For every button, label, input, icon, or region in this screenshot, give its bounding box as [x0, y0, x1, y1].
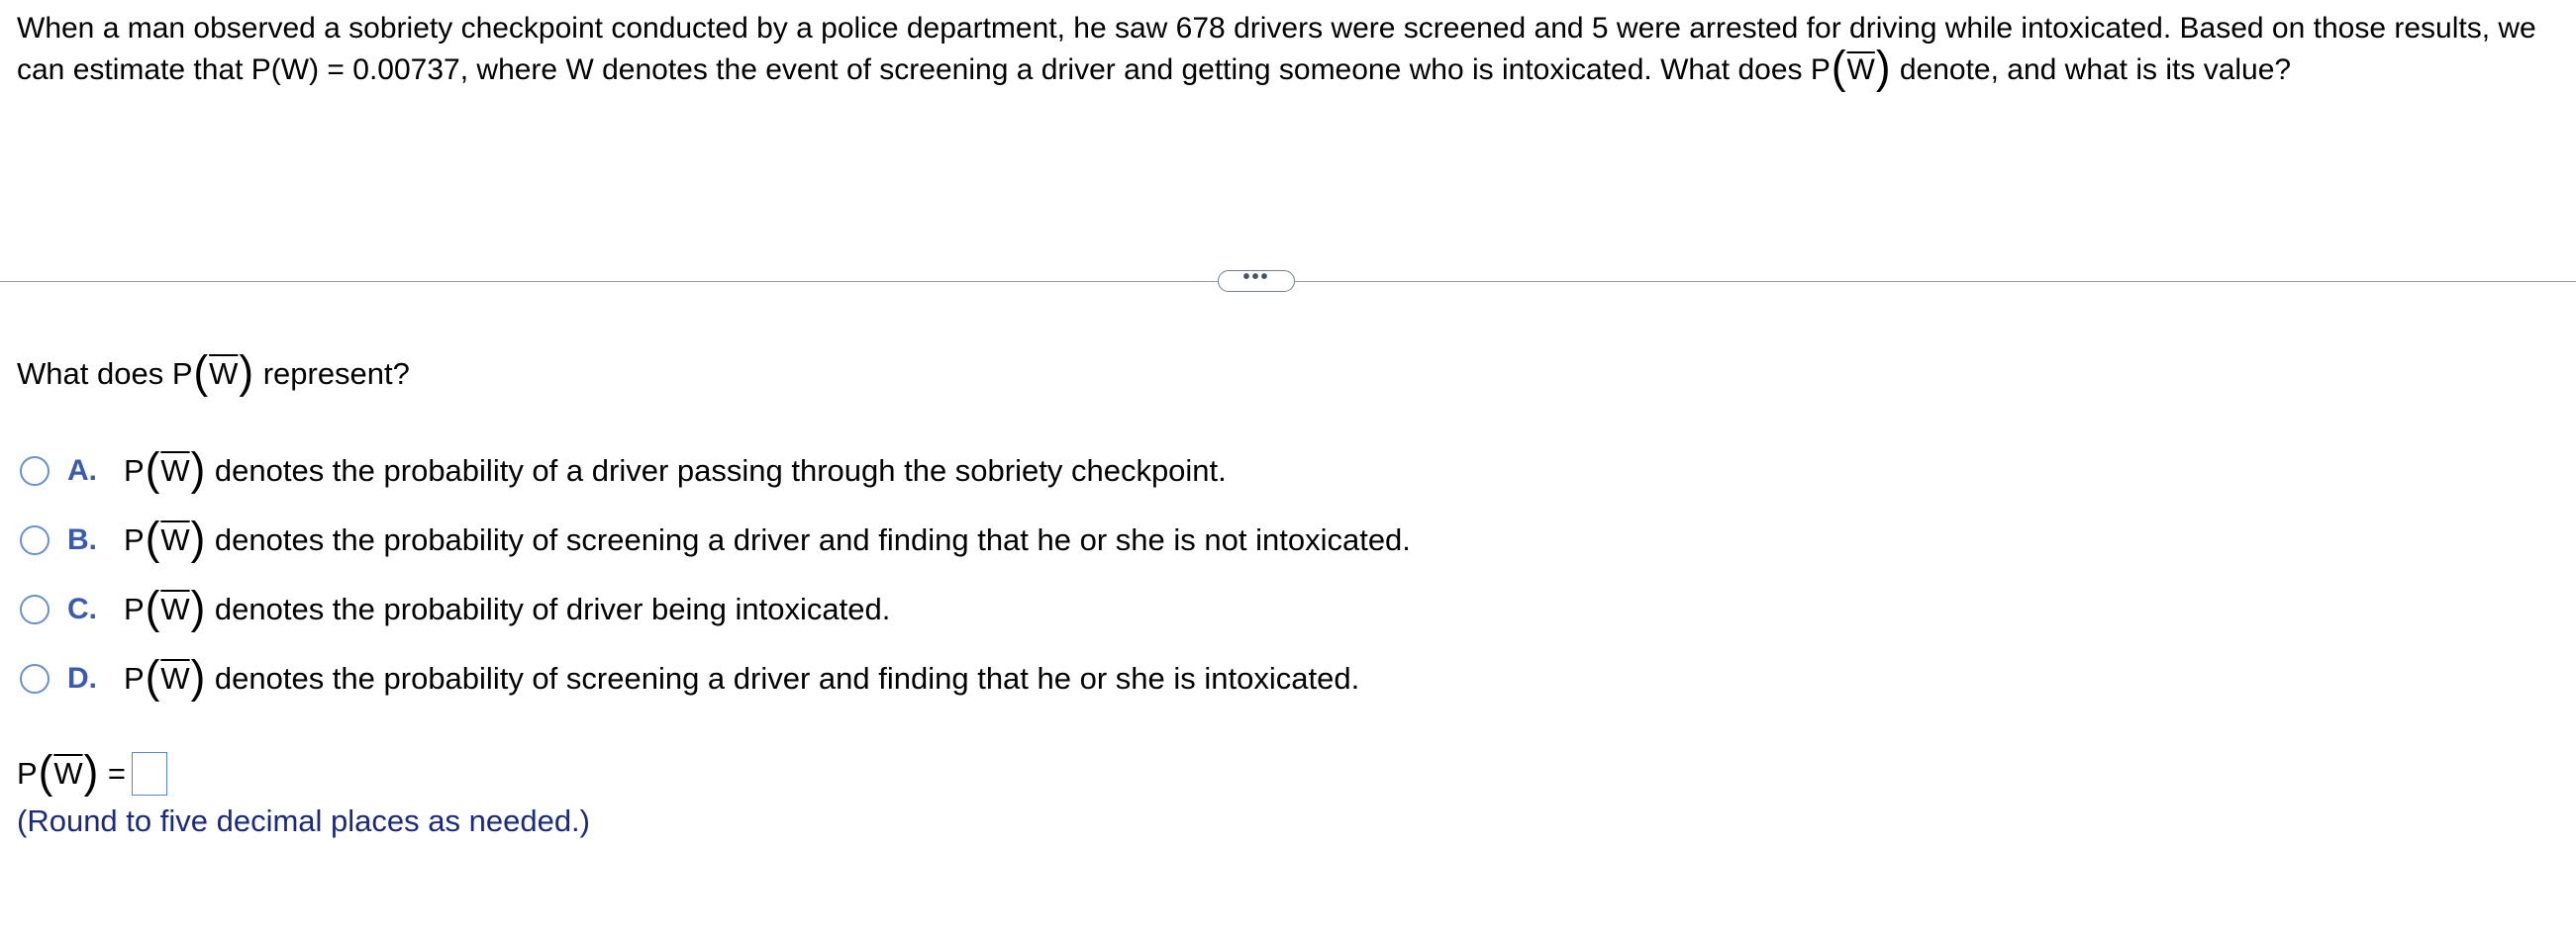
paren-left-icon: ( — [145, 513, 160, 565]
expand-ellipsis-button[interactable]: ••• — [1218, 270, 1295, 292]
paren-right-icon: ) — [190, 513, 206, 565]
question-text — [17, 8, 2566, 94]
option-text-b — [124, 513, 1411, 565]
radio-c[interactable] — [20, 595, 50, 624]
option-d[interactable] — [20, 651, 1564, 704]
paren-left-icon: ( — [38, 746, 53, 799]
option-text-a — [124, 443, 1227, 496]
option-b-p: P — [124, 522, 145, 557]
option-c-w-bar: $\overline{W}$ — [160, 592, 190, 626]
option-a-w-bar: $\overline{W}$ — [160, 453, 190, 488]
option-d-w-bar: $\overline{W}$ — [160, 661, 190, 696]
answer-line — [17, 746, 167, 799]
question-w-bar: $\overline{W}$ — [1846, 53, 1875, 86]
option-text-d — [124, 651, 1360, 704]
radio-b[interactable] — [20, 525, 50, 555]
option-letter-d: D. — [67, 662, 97, 695]
option-letter-c: C. — [67, 593, 97, 625]
paren-left-icon: ( — [145, 582, 160, 634]
option-a[interactable] — [20, 443, 1564, 496]
paren-left-icon: ( — [1831, 42, 1846, 94]
option-a-description: denotes the probability of a driver passing through the sobriety checkpoint. — [206, 453, 1227, 488]
subquestion-suffix: represent? — [254, 356, 410, 391]
option-a-p: P — [124, 453, 145, 488]
paren-right-icon: ) — [190, 582, 206, 634]
option-b[interactable] — [20, 513, 1564, 565]
question-prob-p: P — [1810, 53, 1831, 86]
option-d-description: denotes the probability of screening a driver and finding that he or she is intoxicated. — [206, 661, 1360, 696]
paren-right-icon: ) — [239, 346, 254, 399]
option-c-p: P — [124, 592, 145, 626]
paren-left-icon: ( — [193, 346, 209, 399]
option-b-w-bar: $\overline{W}$ — [160, 522, 190, 557]
paren-right-icon: ) — [83, 746, 99, 799]
answer-w-bar: $\overline{W}$ — [53, 756, 83, 791]
option-letter-b: B. — [67, 523, 97, 556]
paren-left-icon: ( — [145, 443, 160, 496]
option-c[interactable] — [20, 582, 1564, 634]
paren-left-icon: ( — [145, 651, 160, 704]
answer-p: P — [17, 756, 38, 791]
radio-d[interactable] — [20, 664, 50, 694]
option-letter-a: A. — [67, 454, 97, 487]
option-c-description: denotes the probability of driver being intoxicated. — [206, 592, 891, 626]
paren-right-icon: ) — [190, 443, 206, 496]
option-text-c — [124, 582, 891, 634]
subquestion-w-bar: $\overline{W}$ — [209, 356, 239, 391]
question-text-part1: When a man observed a sobriety checkpoint conducted by a police department, he saw 678 drivers were screened and 5 were arrested for driving while intoxicated. Based on those results, we can estimate that P(W) = 0.00737, where W denotes the event of screening a driver and getting someone who is intoxicated. What does — [17, 12, 2536, 86]
paren-right-icon: ) — [190, 651, 206, 704]
option-b-description: denotes the probability of screening a driver and finding that he or she is not intoxicated. — [206, 522, 1411, 557]
subquestion-text — [17, 346, 410, 399]
subquestion-prefix: What does — [17, 356, 172, 391]
subquestion-prob-p: P — [171, 356, 193, 391]
paren-right-icon: ) — [1875, 42, 1891, 94]
question-text-part2: denote, and what is its value? — [1891, 53, 2292, 86]
answer-input[interactable] — [132, 752, 167, 796]
option-d-p: P — [124, 661, 145, 696]
radio-a[interactable] — [20, 456, 50, 486]
rounding-hint: (Round to five decimal places as needed.) — [17, 803, 590, 838]
answer-equals: = — [99, 756, 126, 791]
